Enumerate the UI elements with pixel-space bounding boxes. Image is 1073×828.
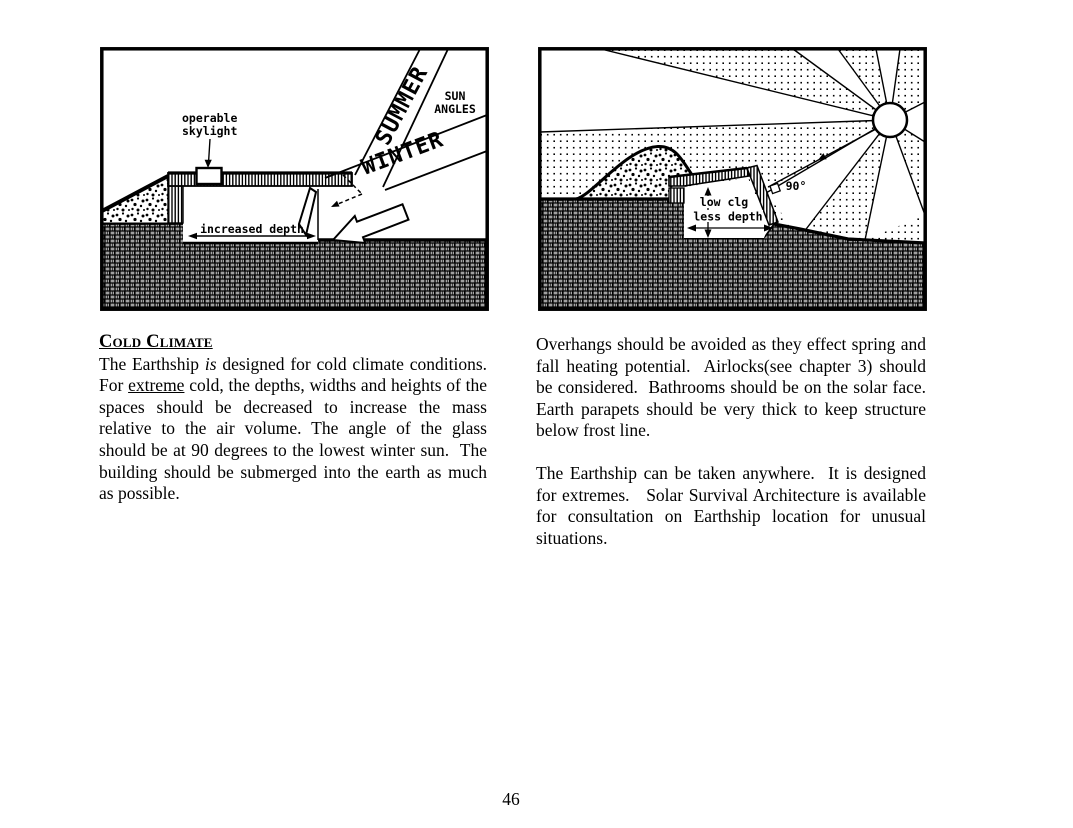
right-column-paragraph-2: The Earthship can be taken anywhere. It is designed for extremes. Solar Survival Architecture is available for consultation on Earthship location for unusual situations. [536,462,931,548]
rear-wall-hatch [168,186,183,223]
summer-label: SUMMER [371,62,434,150]
body-text: The Earthship [99,353,205,374]
emphasis-extreme: extreme [128,375,185,396]
section-heading: Cold Climate [99,332,213,352]
sun-icon [873,103,907,137]
skylight-box [197,168,222,184]
page-number: 46 [502,789,520,809]
low-ceiling-label: low clg [699,195,749,209]
operable-skylight-label-line1: operable [182,111,238,125]
figure-cold-climate-section [100,47,489,311]
body-text: cold, the depths, widths and heights of the spaces should be decreased to increase the mass relative to the air volume. The angle of the glass should be at 90 degrees to the lowest winter sun. The building should be submerged into the earth as much as possible. [99,375,492,504]
emphasis-is: is [204,353,217,374]
figure-sun-angle-section [538,47,927,311]
less-depth-label: less depth [693,209,763,224]
operable-skylight-label-line2: skylight [182,124,238,138]
cold-climate-diagram [100,47,489,311]
angle-90-label: 90° [785,179,807,193]
sun-angles-label-line1: SUN [444,89,466,103]
increased-depth-label: increased depth [200,222,304,236]
right-text-column [536,334,935,549]
sun-angle-diagram [538,47,927,311]
parapet-hatch [669,188,684,203]
sun-angles-label-line2: ANGLES [434,102,476,116]
winter-label: WINTER [358,127,448,181]
left-text-column [99,332,496,505]
body-text: designed for cold climate conditions. For [99,353,496,396]
left-column-paragraph [99,353,496,505]
right-column-paragraph-1: Overhangs should be avoided as they effect spring and fall heating potential. Airlocks(see chapter 3) should be considered. Bathrooms should be on the solar face. Earth parapets should be very thick to keep structure below frost line. [536,334,935,441]
